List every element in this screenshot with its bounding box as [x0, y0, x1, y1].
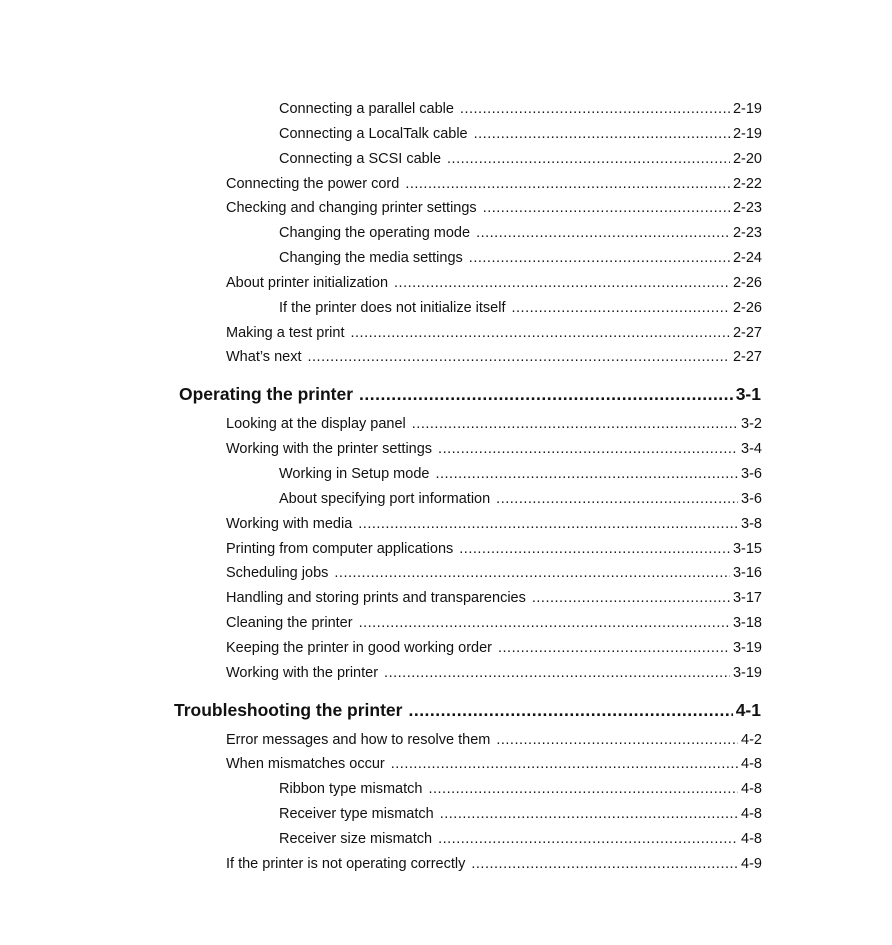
toc-entry-page: 2-19: [732, 125, 762, 142]
toc-entry-title: Handling and storing prints and transparencies: [226, 590, 526, 607]
toc-entry-page: 2-20: [732, 150, 762, 167]
toc-entry[interactable]: [0, 586, 762, 611]
toc-entry[interactable]: [0, 611, 762, 636]
toc-entry[interactable]: [0, 122, 762, 147]
toc-entry[interactable]: [0, 827, 762, 852]
dot-leader: [359, 611, 730, 636]
toc-entry[interactable]: [0, 802, 762, 827]
toc-entry[interactable]: [0, 561, 762, 586]
dot-leader: [412, 412, 738, 437]
toc-entry-title: Error messages and how to resolve them: [226, 731, 491, 748]
toc-entry-title: Looking at the display panel: [226, 416, 406, 433]
toc-entry-page: 3-4: [741, 441, 762, 458]
toc-entry-title: Connecting the power cord: [226, 175, 400, 192]
toc-entry[interactable]: [0, 172, 762, 197]
toc-entry-title: About printer initialization: [226, 274, 389, 291]
toc-entry[interactable]: [0, 852, 762, 877]
toc-entry-page: 4-8: [741, 806, 762, 823]
toc-entry-page: 3-15: [732, 540, 762, 557]
toc-entry-page: 2-24: [732, 250, 762, 267]
toc-entry[interactable]: [0, 537, 762, 562]
toc-entry-title: Checking and changing printer settings: [226, 200, 477, 217]
toc-entry[interactable]: [0, 636, 762, 661]
dot-leader: [438, 437, 738, 462]
dot-leader: [308, 345, 730, 370]
toc-entry-page: 4-8: [741, 830, 762, 847]
toc-entry-page: 3-6: [741, 465, 762, 482]
dot-leader: [459, 537, 730, 562]
toc-entry-title: Working with the printer settings: [226, 441, 433, 458]
toc-entry[interactable]: [0, 246, 762, 271]
toc-entry[interactable]: [0, 147, 762, 172]
dot-leader: [532, 586, 730, 611]
chapter-title: Troubleshooting the printer: [174, 699, 403, 720]
dot-leader: [511, 296, 729, 321]
toc-entry[interactable]: [0, 437, 762, 462]
toc-entry-title: Connecting a SCSI cable: [279, 150, 442, 167]
dot-leader: [391, 752, 738, 777]
dot-leader: [384, 661, 730, 686]
chapter-page: 3-1: [735, 384, 761, 405]
toc-entry-title: What’s next: [226, 349, 302, 366]
toc-entry-title: When mismatches occur: [226, 756, 385, 773]
toc-entry-title: Connecting a LocalTalk cable: [279, 125, 468, 142]
dot-leader: [438, 827, 738, 852]
toc-entry-title: Cleaning the printer: [226, 615, 353, 632]
dot-leader: [334, 561, 730, 586]
toc-entry-page: 3-18: [732, 615, 762, 632]
dot-leader: [405, 172, 730, 197]
toc-entry[interactable]: [0, 296, 762, 321]
toc-entry[interactable]: [0, 752, 762, 777]
dot-leader: [496, 728, 738, 753]
dot-leader: [483, 196, 730, 221]
toc-entry-title: Scheduling jobs: [226, 565, 329, 582]
table-of-contents: [0, 97, 892, 877]
toc-entry-page: 3-19: [732, 664, 762, 681]
toc-entry-page: 2-23: [732, 225, 762, 242]
toc-entry-page: 4-9: [741, 855, 762, 872]
toc-entry[interactable]: [0, 412, 762, 437]
toc-entry-page: 2-19: [732, 101, 762, 117]
toc-entry[interactable]: [0, 321, 762, 346]
toc-entry[interactable]: [0, 487, 762, 512]
toc-entry-title: Working in Setup mode: [279, 465, 430, 482]
dot-leader: [408, 692, 732, 728]
dot-leader: [474, 122, 730, 147]
dot-leader: [460, 97, 730, 122]
chapter-title: Operating the printer: [179, 384, 354, 405]
toc-entry-title: Printing from computer applications: [226, 540, 454, 557]
dot-leader: [440, 802, 738, 827]
toc-entry-page: 4-2: [741, 731, 762, 748]
toc-entry-page: 2-22: [732, 175, 762, 192]
toc-entry-title: Working with the printer: [226, 664, 379, 681]
toc-entry-page: 3-2: [741, 416, 762, 433]
toc-entry-title: Making a test print: [226, 324, 345, 341]
toc-entry[interactable]: [0, 661, 762, 686]
toc-chapter-heading[interactable]: [0, 692, 761, 728]
toc-entry[interactable]: [0, 196, 762, 221]
toc-entry-page: 2-23: [732, 200, 762, 217]
toc-entry-page: 3-16: [732, 565, 762, 582]
toc-entry-page: 2-26: [732, 299, 762, 316]
toc-entry[interactable]: [0, 97, 762, 122]
dot-leader: [471, 852, 738, 877]
toc-entry-title: Keeping the printer in good working order: [226, 639, 492, 656]
toc-entry[interactable]: [0, 777, 762, 802]
toc-entry[interactable]: [0, 512, 762, 537]
toc-chapter-heading[interactable]: [0, 376, 761, 412]
toc-entry-page: 2-27: [732, 349, 762, 366]
dot-leader: [447, 147, 730, 172]
toc-entry[interactable]: [0, 728, 762, 753]
toc-entry-page: 3-19: [732, 639, 762, 656]
toc-entry[interactable]: [0, 345, 762, 370]
toc-entry-page: 4-8: [741, 756, 762, 773]
dot-leader: [358, 512, 738, 537]
toc-entry-page: 3-8: [741, 515, 762, 532]
toc-entry-title: Ribbon type mismatch: [279, 781, 423, 798]
toc-entry[interactable]: [0, 221, 762, 246]
dot-leader: [428, 777, 738, 802]
dot-leader: [350, 321, 729, 346]
toc-entry-title: Receiver type mismatch: [279, 806, 434, 823]
toc-entry-title: Connecting a parallel cable: [279, 101, 454, 117]
toc-entry-title: Changing the media settings: [279, 250, 463, 267]
dot-leader: [435, 462, 738, 487]
toc-entry-title: Receiver size mismatch: [279, 830, 433, 847]
toc-entry-title: Changing the operating mode: [279, 225, 471, 242]
toc-entry[interactable]: [0, 462, 762, 487]
dot-leader: [359, 376, 733, 412]
toc-entry-title: Working with media: [226, 515, 353, 532]
toc-entry-title: If the printer does not initialize itself: [279, 299, 506, 316]
toc-entry-page: 4-8: [741, 781, 762, 798]
toc-entry-page: 3-17: [732, 590, 762, 607]
toc-entry-page: 3-6: [741, 490, 762, 507]
dot-leader: [394, 271, 730, 296]
toc-entry-title: About specifying port information: [279, 490, 491, 507]
dot-leader: [496, 487, 738, 512]
toc-entry-title: If the printer is not operating correctly: [226, 855, 466, 872]
dot-leader: [498, 636, 730, 661]
toc-entry-page: 2-27: [732, 324, 762, 341]
dot-leader: [469, 246, 730, 271]
dot-leader: [476, 221, 730, 246]
toc-entry[interactable]: [0, 271, 762, 296]
chapter-page: 4-1: [735, 699, 761, 720]
toc-entry-page: 2-26: [732, 274, 762, 291]
